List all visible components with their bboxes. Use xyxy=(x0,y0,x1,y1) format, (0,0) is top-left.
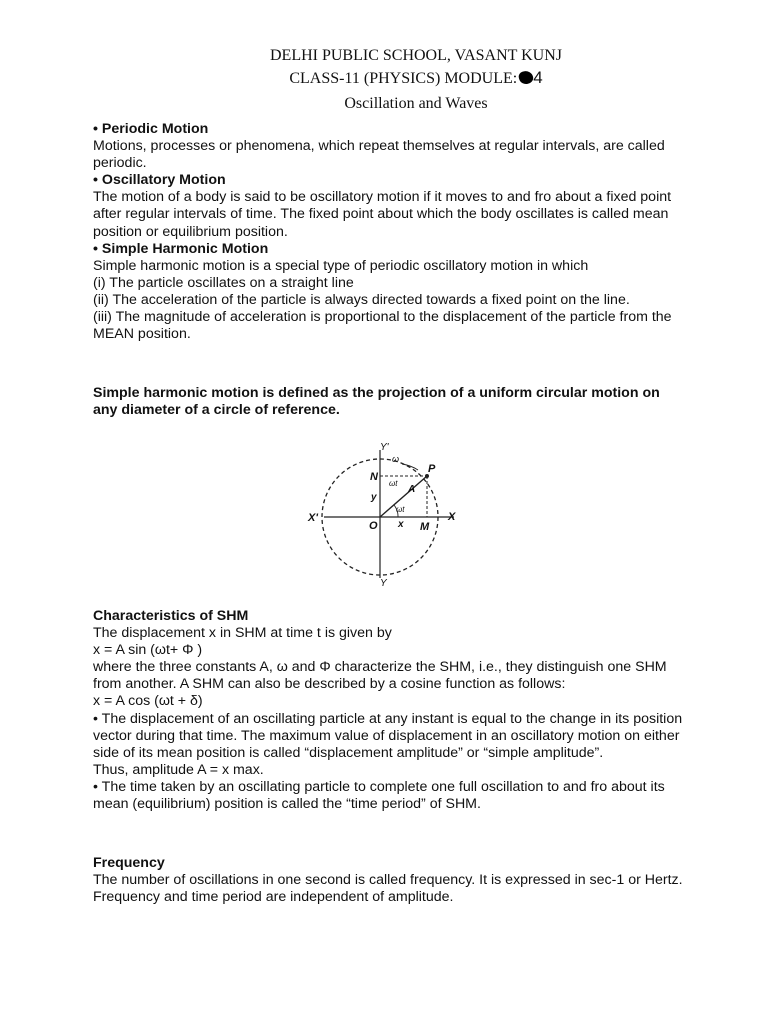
characteristics-heading: Characteristics of SHM xyxy=(93,608,249,624)
label-origin: O xyxy=(369,520,378,532)
sin-equation: x = A sin (ωt+ Φ ) xyxy=(93,642,203,659)
shm-point: (ii) The acceleration of the particle is always directed towards a fixed point on the line. xyxy=(93,291,630,308)
shm-point: (iii) The magnitude of acceleration is proportional to the displacement of the particle from the MEAN position. xyxy=(93,309,672,343)
characteristics-line: The displacement x in SHM at time t is given by xyxy=(93,625,392,642)
shm-point: (i) The particle oscillates on a straight line xyxy=(93,274,354,291)
module-number: 4 xyxy=(533,68,543,87)
characteristics-line: where the three constants A, ω and Φ characterize the SHM, i.e., they distinguish one SHM from another. A SHM can also be described by a cosine function as follows: xyxy=(93,659,667,693)
characteristics-line: • The time taken by an oscillating particle to complete one full oscillation to and fro about its mean (equilibrium) position is called the “time period” of SHM. xyxy=(93,778,665,813)
shm-intro: Simple harmonic motion is a special type of periodic oscillatory motion in which xyxy=(93,257,589,274)
periodic-heading: • Periodic Motion xyxy=(93,121,209,137)
label-y-bottom: Y xyxy=(380,578,387,588)
label-x: x xyxy=(398,519,404,530)
periodic-text: Motions, processes or phenomena, which repeat themselves at regular intervals, are called periodic. xyxy=(93,138,665,172)
label-p: P xyxy=(428,463,436,475)
intro-block xyxy=(93,121,683,343)
label-a: A xyxy=(408,484,416,495)
label-omega: ω xyxy=(392,454,400,464)
module-line xyxy=(64,68,768,89)
label-omega-t-upper: ωt xyxy=(389,479,398,488)
frequency-text: The number of oscillations in one second is called frequency. It is expressed in sec-1 or Hertz. Frequency and time period are independent of amplitude. xyxy=(93,872,683,906)
definition-block xyxy=(93,385,683,419)
page-header xyxy=(0,46,768,115)
frequency-block xyxy=(93,855,683,906)
shm-definition: Simple harmonic motion is defined as the projection of a uniform circular motion on any diameter of a circle of reference. xyxy=(93,385,660,419)
school-name: DELHI PUBLIC SCHOOL, VASANT KUNJ xyxy=(269,47,563,64)
module-label: CLASS-11 (PHYSICS) MODULE: xyxy=(289,70,518,87)
label-n: N xyxy=(370,471,378,483)
shm-heading: • Simple Harmonic Motion xyxy=(93,240,269,257)
amplitude-line: Thus, amplitude A = x max. xyxy=(93,761,264,778)
chapter-title: Oscillation and Waves xyxy=(344,95,488,112)
reference-circle-diagram xyxy=(306,438,464,588)
label-omega-t-lower: ωt xyxy=(396,505,405,514)
label-y: y xyxy=(371,492,377,503)
label-x-right: X xyxy=(448,511,456,523)
label-m: M xyxy=(420,521,430,533)
oscillatory-heading: • Oscillatory Motion xyxy=(93,172,226,189)
characteristics-block xyxy=(93,608,683,813)
label-y-top: Y' xyxy=(380,442,389,453)
oscillatory-text: The motion of a body is said to be oscillatory motion if it moves to and fro about a fixed point after regular intervals of time. The fixed point about which the body oscillates is called mean position or equilibrium position. xyxy=(93,189,672,240)
cos-equation: x = A cos (ωt + δ) xyxy=(93,693,203,710)
label-x-left: X' xyxy=(308,512,318,524)
characteristics-line: • The displacement of an oscillating particle at any instant is equal to the change in its position vector during that time. The maximum value of displacement in an oscillatory motion on either side of its mean position is called “displacement amplitude” or “simple amplitude”. xyxy=(93,710,683,761)
frequency-heading: Frequency xyxy=(93,855,165,871)
